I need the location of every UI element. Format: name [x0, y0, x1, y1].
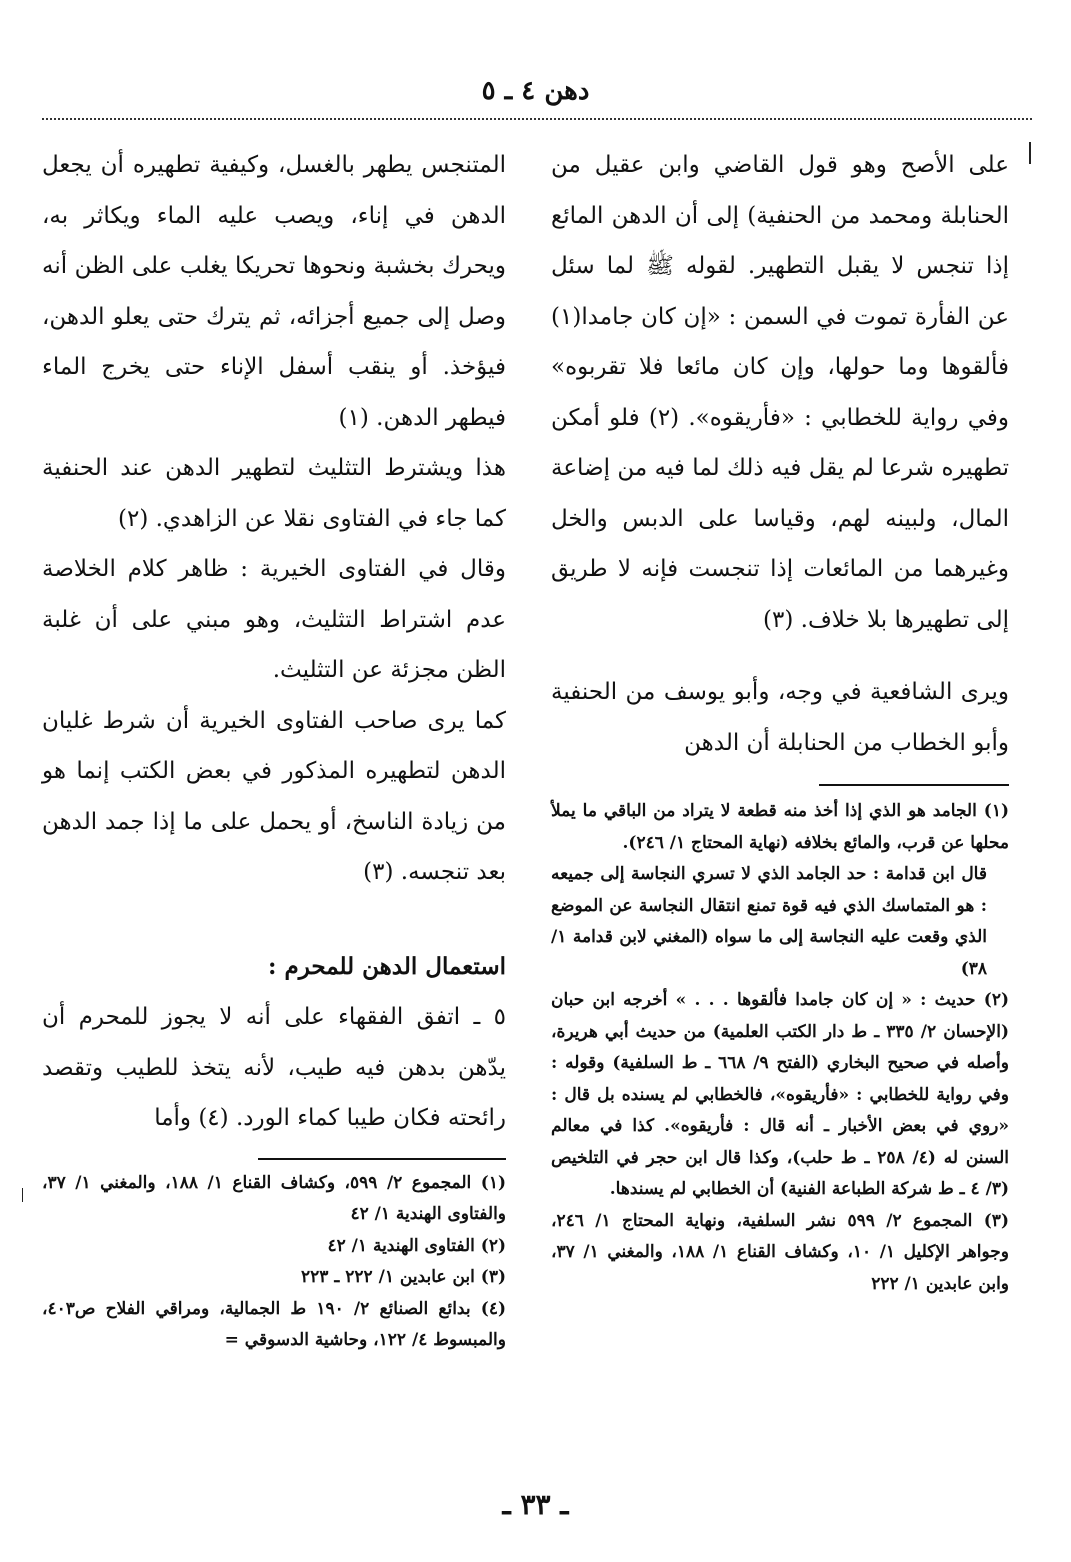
footnote-separator	[258, 1158, 506, 1160]
footnote-continuation: قال ابن قدامة : حد الجامد الذي لا تسري النجاسة إلى جميعه : هو المتماسك الذي فيه قوة تمنع انتقال النجاسة عن الموضع الذي وقعت عليه النجاسة إلى ما سواه (المغني لابن قدامة ١/ ٣٨)	[551, 864, 987, 979]
section-heading: استعمال الدهن للمحرم :	[267, 952, 506, 980]
footnote: (٤) بدائع الصنائع ٢/ ١٩٠ ط الجمالية، ومراقي الفلاح ص٤٠٣، والمبسوط ٤/ ١٢٢، وحاشية الدسوقي =	[42, 1298, 506, 1350]
paragraph: ويرى الشافعية في وجه، وأبو يوسف من الحنفية وأبو الخطاب من الحنابلة أن الدهن	[551, 679, 1009, 756]
margin-mark	[1029, 142, 1031, 164]
paragraph: المتنجس يطهر بالغسل، وكيفية تطهيره أن يجعل الدهن في إناء، ويصب عليه الماء ويكاثر به، ويحرك بخشبة ونحوها تحريكا يغلب على الظن أنه وصل إلى جميع أجزائه، ثم يترك حتى يعلو الدهن، فيؤخذ. أو ينقب أسفل الإناء حتى يخرج الماء فيطهر الدهن. (١)	[42, 152, 506, 431]
page-number: ـ ٣٣ ـ	[502, 1488, 569, 1521]
footnote-separator	[819, 784, 1009, 786]
footnote: (٢) حديث : « إن كان جامدا فألقوها . . . » أخرجه ابن حبان (الإحسان ٢/ ٣٣٥ ـ ط دار الكتب العلمية) من حديث أبي هريرة، وأصله في صحيح البخاري (الفتح ٩/ ٦٦٨ ـ ط السلفية) وقوله : وفي رواية للخطابي : «فأريقوه»، فالخطابي لم يسنده بل قال : «روي في بعض الأخبار ـ أنه قال : فأريقوه». كذا في معالم السنن له (٤/ ٢٥٨ ـ ط حلب)، وكذا قال ابن حجر في التلخيص (٣/ ٤ ـ ط شركة الطباعة الفنية) أن الخطابي لم يسندها.	[551, 990, 1010, 1199]
paragraph: هذا ويشترط التثليث لتطهير الدهن عند الحنفية كما جاء في الفتاوى نقلا عن الزاهدي. (٢)	[42, 455, 506, 532]
running-head: دهن ٤ ـ ٥	[481, 76, 590, 106]
right-column	[551, 140, 1009, 1300]
footnote: (١) المجموع ٢/ ٥٩٩، وكشاف القناع ١/ ١٨٨، والمغني ١/ ٣٧، والفتاوى الهندية ١/ ٤٢	[42, 1172, 507, 1224]
paragraph: ٥ ـ اتفق الفقهاء على أنه لا يجوز للمحرم أن يدّهن بدهن فيه طيب، لأنه يتخذ للطيب وتقصد رائحته فكان طيبا كماء الورد. (٤) وأما	[42, 1004, 506, 1131]
header-dotted-rule	[42, 118, 1032, 120]
margin-mark	[22, 1188, 23, 1202]
footnote: (٢) الفتاوى الهندية ١/ ٤٢	[327, 1235, 506, 1256]
footnote: (٣) ابن عابدين ١/ ٢٢٢ ـ ٢٢٣	[301, 1267, 506, 1287]
paragraph: على الأصح وهو قول القاضي وابن عقيل من الحنابلة ومحمد من الحنفية) إلى أن الدهن المائع إذا تنجس لا يقبل التطهير. لقوله ﷺ لما سئل عن الفأرة تموت في السمن : «إن كان جامدا(١) فألقوها وما حولها، وإن كان مائعا فلا تقربوه» وفي رواية للخطابي : «فأريقوه». (٢) فلو أمكن تطهيره شرعا لم يقل فيه ذلك لما فيه من إضاعة المال، ولبينه لهم، وقياسا على الدبس والخل وغيرهما من المائعات إذا تنجست فإنه لا طريق إلى تطهيرها بلا خلاف. (٣)	[551, 152, 1009, 633]
paragraph: كما يرى صاحب الفتاوى الخيرية أن شرط غليان الدهن لتطهيره المذكور في بعض الكتب إنما هو من زيادة الناسخ، أو يحمل على ما إذا جمد الدهن بعد تنجسه. (٣)	[42, 707, 506, 885]
footnote: (٣) المجموع ٢/ ٥٩٩ نشر السلفية، ونهاية المحتاج ١/ ٢٤٦، وجواهر الإكليل ١/ ١٠، وكشاف القناع ١/ ١٨٨، والمغني ١/ ٣٧، وابن عابدين ١/ ٢٢٢	[551, 1210, 1009, 1294]
left-column	[42, 140, 506, 1357]
footnote: (١) الجامد هو الذي إذا أخذ منه قطعة لا يتراد من الباقي ما يملأ محلها عن قرب، والمائع بخلافه (نهاية المحتاج ١/ ٢٤٦).	[551, 801, 1009, 853]
paragraph: وقال في الفتاوى الخيرية : ظاهر كلام الخلاصة عدم اشتراط التثليث، وهو مبني على أن غلبة الظن مجزئة عن التثليث.	[42, 556, 506, 683]
